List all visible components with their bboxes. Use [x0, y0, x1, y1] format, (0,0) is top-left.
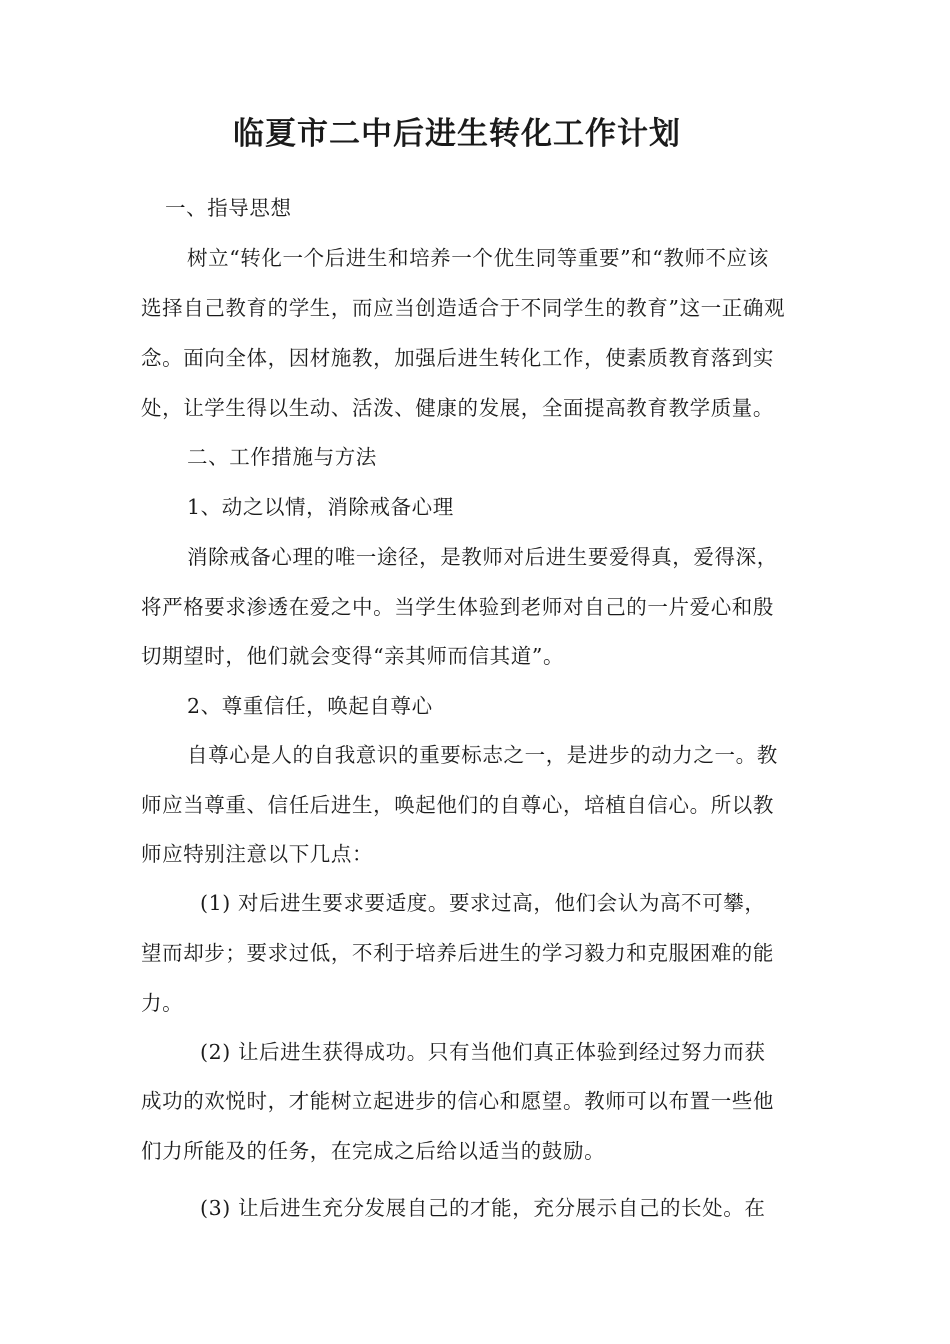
- paragraph-line: 师应特别注意以下几点：: [141, 842, 374, 866]
- list-item-line: 力。: [141, 991, 184, 1015]
- paragraph-line: 消除戒备心理的唯一途径，是教师对后进生要爱得真，爱得深，: [187, 545, 778, 569]
- paragraph-line: 自尊心是人的自我意识的重要标志之一，是进步的动力之一。教: [187, 743, 778, 767]
- paragraph-line: 切期望时，他们就会变得“亲其师而信其道”。: [141, 644, 565, 668]
- list-item-line: (3) 让后进生充分发展自己的才能，充分展示自己的长处。在: [200, 1196, 766, 1220]
- list-item-line: 们力所能及的任务，在完成之后给以适当的鼓励。: [141, 1139, 606, 1163]
- section-heading-guiding-thought: 一、指导思想: [165, 196, 292, 220]
- paragraph-line: 选择自己教育的学生，而应当创造适合于不同学生的教育”这一正确观: [141, 296, 786, 320]
- document-title: 临夏市二中后进生转化工作计划: [233, 116, 681, 152]
- subheading-2: 2、尊重信任，唤起自尊心: [187, 694, 433, 718]
- paragraph-line: 将严格要求渗透在爱之中。当学生体验到老师对自己的一片爱心和殷: [141, 595, 774, 619]
- paragraph-line: 师应当尊重、信任后进生，唤起他们的自尊心，培植自信心。所以教: [141, 793, 774, 817]
- paragraph-line: 树立“转化一个后进生和培养一个优生同等重要”和“教师不应该: [187, 246, 769, 270]
- subheading-1: 1、动之以情，消除戒备心理: [187, 495, 454, 519]
- paragraph-line: 念。面向全体，因材施教，加强后进生转化工作，使素质教育落到实: [141, 346, 774, 370]
- paragraph-line: 处，让学生得以生动、活泼、健康的发展，全面提高教育教学质量。: [141, 396, 774, 420]
- list-item-line: (1) 对后进生要求要适度。要求过高，他们会认为高不可攀，: [200, 891, 766, 915]
- section-heading-measures: 二、工作措施与方法: [187, 445, 377, 469]
- list-item-line: 望而却步；要求过低，不利于培养后进生的学习毅力和克服困难的能: [141, 941, 774, 965]
- list-item-line: (2) 让后进生获得成功。只有当他们真正体验到经过努力而获: [200, 1040, 766, 1064]
- list-item-line: 成功的欢悦时，才能树立起进步的信心和愿望。教师可以布置一些他: [141, 1089, 774, 1113]
